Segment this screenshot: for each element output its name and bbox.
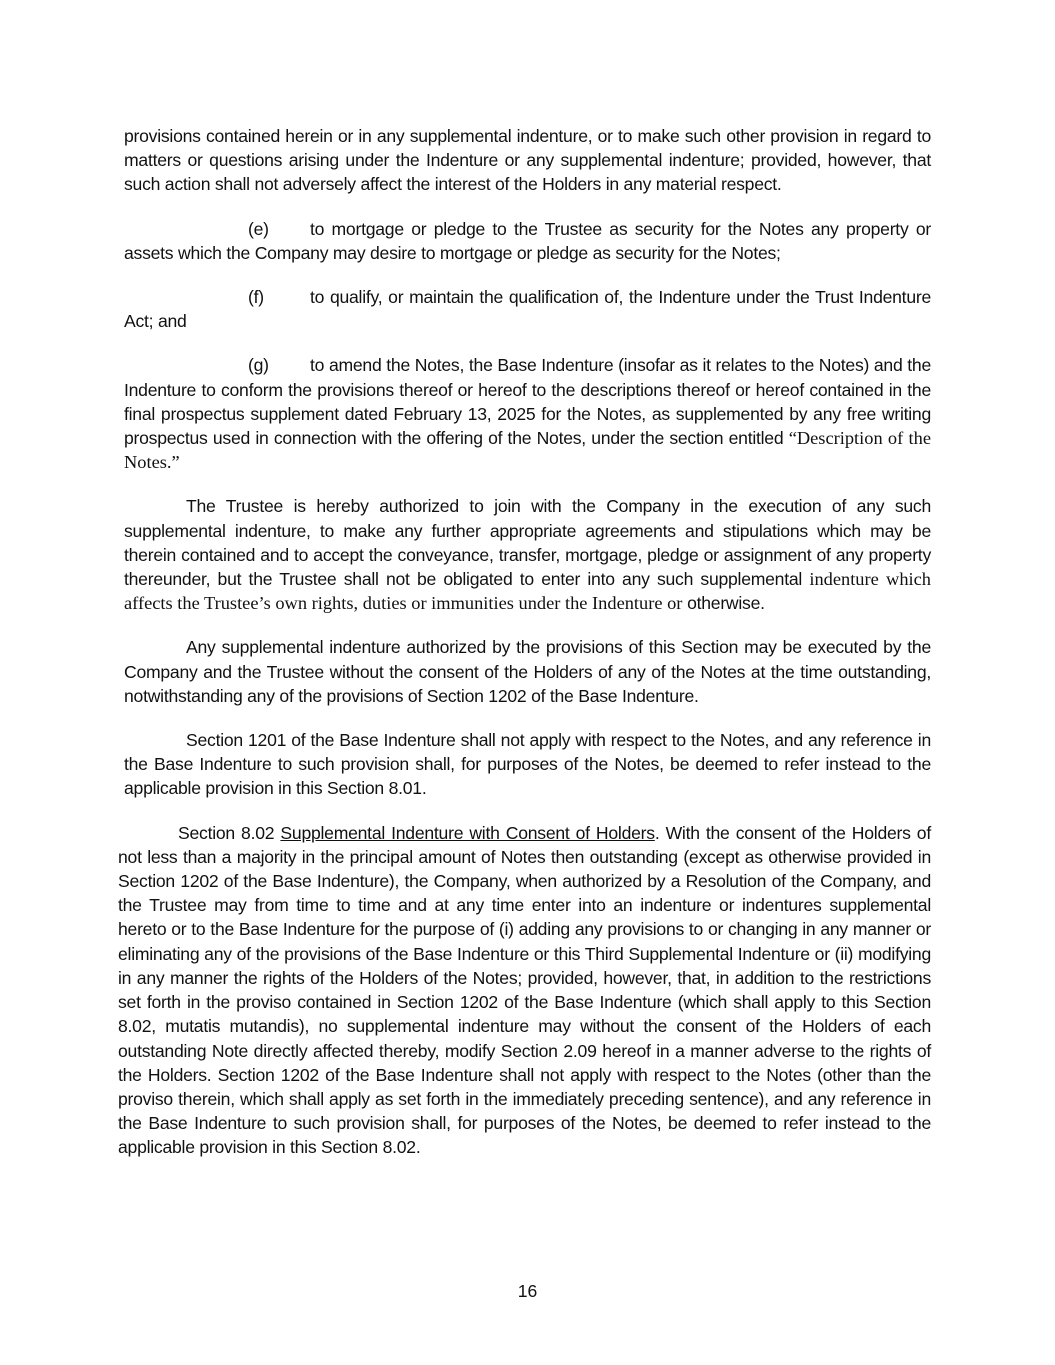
item-g-quoted-title: “Description of the Notes.” [124, 428, 931, 473]
page-number: 16 [517, 1281, 538, 1301]
list-item-f [124, 285, 931, 333]
section-heading: Supplemental Indenture with Consent of Holders [280, 822, 655, 843]
paragraph-section-1201-text: Section 1201 of the Base Indenture shall not apply with respect to the Notes, and any reference in the Base Indenture to such provision shall, for purposes of the Notes, be deemed to refer instead to the applicable provision in this Section 8.01. [124, 730, 931, 799]
paragraph-any-supplemental-text: Any supplemental indenture authorized by the provisions of this Section may be executed by the Company and the Trustee without the consent of the Holders of any of the Notes at the time outstanding, notwithstanding any of the provisions of Section 1202 of the Base Indenture. [124, 637, 931, 706]
paragraph-trustee-serif-text: indenture which affects the Trustee’s own rights, duties or immunities under the Indenture or [124, 569, 931, 614]
list-item-g [124, 353, 931, 474]
list-item-e [124, 217, 931, 265]
document-page [118, 124, 931, 1160]
paragraph-any-supplemental [124, 635, 931, 708]
section-number: Section 8.02 [178, 822, 275, 843]
section-8-02-text: . With the consent of the Holders of not less than a majority in the principal amount of Notes then outstanding (except as otherwise provided in Section 1202 of the Base Indenture), the Company, when authorized by a Resolution of the Company, and the Trustee may from time to time and at any time enter into an indenture or indentures supplemental hereto or to the Base Indenture for the purpose of (i) adding any provisions to or changing in any manner or eliminating any of the provisions of the Base Indenture or this Third Supplemental Indenture or (ii) modifying in any manner the rights of the Holders of the Notes; provided, however, that, in addition to the restrictions set forth in the proviso contained in Section 1202 of the Base Indenture (which shall apply to this Section 8.02, mutatis mutandis), no supplemental indenture may without the consent of the Holders of each outstanding Note directly affected thereby, modify Section 2.09 hereof in a manner adverse to the rights of the Holders. Section 1202 of the Base Indenture shall not apply with respect to the Notes (other than the proviso therein, which shall apply as set forth in the immediately preceding sentence), and any reference in the Base Indenture to such provision shall, for purposes of the Notes, be deemed to refer instead to the applicable provision in this Section 8.02. [118, 822, 931, 1158]
paragraph-trustee-end: otherwise. [682, 593, 765, 614]
item-label-e: (e) [248, 218, 269, 239]
paragraph-continuation-text: provisions contained herein or in any supplemental indenture, or to make such other provision in regard to matters or questions arising under the Indenture or any supplemental indenture; provided, however, that such action shall not adversely affect the interest of the Holders in any material respect. [124, 126, 931, 195]
section-8-02 [118, 821, 931, 1160]
item-label-g: (g) [248, 355, 269, 376]
item-label-f: (f) [248, 287, 264, 308]
paragraph-continuation [124, 124, 931, 197]
paragraph-trustee-text: The Trustee is hereby authorized to join with the Company in the execution of any such supplemental indenture, to make any further appropriate agreements and stipulations which may be therein contained and to accept the conveyance, transfer, mortgage, pledge or assignment of any property thereunder, but the Trustee shall not be obligated to enter into any such supplemental [124, 496, 931, 590]
item-text-g: to amend the Notes, the Base Indenture (insofar as it relates to the Notes) and the Indenture to conform the provisions thereof or hereof to the descriptions thereof or hereof contained in the final prospectus supplement dated February 13, 2025 for the Notes, as supplemented by any free writing prospectus used in connection with the offering of the Notes, under the section entitled [124, 355, 931, 449]
paragraph-trustee-authorized [124, 494, 931, 615]
item-text-e: to mortgage or pledge to the Trustee as security for the Notes any property or assets which the Company may desire to mortgage or pledge as security for the Notes; [124, 218, 931, 263]
paragraph-section-1201 [124, 728, 931, 801]
item-text-f: to qualify, or maintain the qualification of, the Indenture under the Trust Indenture Act; and [124, 287, 931, 332]
